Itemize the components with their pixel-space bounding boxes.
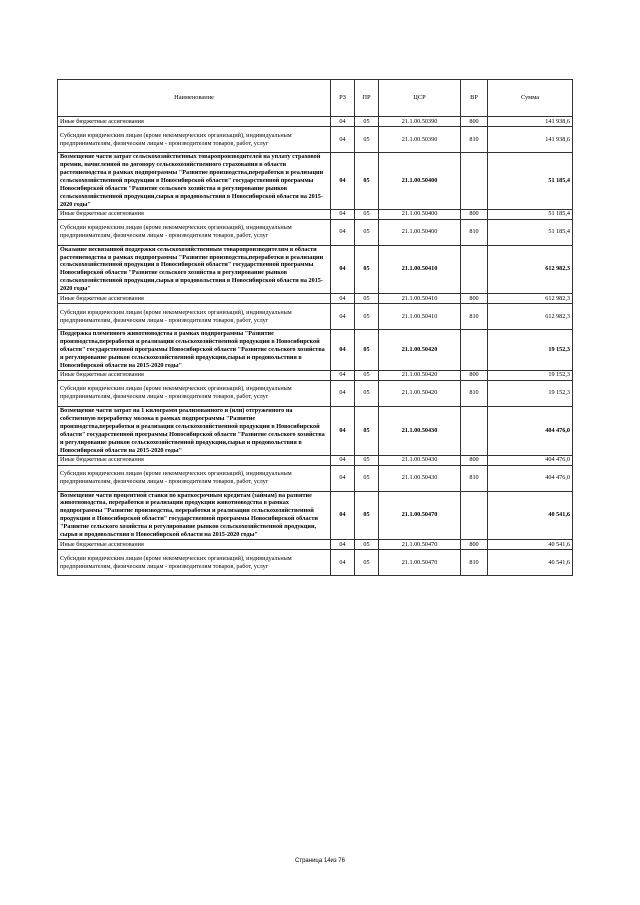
- cell-vr: [461, 406, 488, 455]
- header-pr: ПР: [355, 80, 379, 117]
- header-sum: Сумма: [488, 80, 573, 117]
- cell-pr: 05: [355, 370, 379, 380]
- cell-sum: 141 938,6: [488, 127, 573, 153]
- cell-csr: 21.1.00.50400: [379, 219, 461, 245]
- cell-name: Субсидии юридическим лицам (кроме некоммерческих организаций), индивидуальным предпринимателям, физическим лицам - производителям товаров, работ, услуг: [58, 550, 331, 576]
- table-row: [58, 406, 573, 455]
- table-header-row: [58, 80, 573, 117]
- cell-rz: 04: [331, 380, 355, 406]
- table-row: [58, 380, 573, 406]
- cell-sum: 612 982,3: [488, 304, 573, 330]
- cell-csr: 21.1.00.50430: [379, 406, 461, 455]
- cell-name: Возмещение части затрат на 1 килограмм реализованного и (или) отгруженного на собственную переработку молока в рамках подпрограммы "Развитие производства,переработки и реализации сельскохозяйственной продукции в Новосибирской области" государственной программы Новосибирской области "Развитие сельского хозяйства и регулирование рынков сельскохозяйственной продукции,сырья и продовольствия в Новосибирской области на 2015-2020 годы": [58, 406, 331, 455]
- cell-name: Иные бюджетные ассигнования: [58, 540, 331, 550]
- cell-name: Оказание несвязанной поддержки сельскохозяйственным товаропроизводителям в области растениеводства в рамках подпрограммы "Развитие производства,переработки и реализации сельскохозяйственной продукции в Новосибирской области" государственной программы Новосибирской области "Развитие сельского хозяйства и регулирование рынков сельскохозяйственной продукции,сырья и продовольствия в Новосибирской области на 2015-2020 годы": [58, 245, 331, 294]
- cell-sum: 141 938,6: [488, 117, 573, 127]
- cell-rz: 04: [331, 330, 355, 371]
- cell-name: Субсидии юридическим лицам (кроме некоммерческих организаций), индивидуальным предпринимателям, физическим лицам - производителям товаров, работ, услуг: [58, 465, 331, 491]
- cell-sum: 19 152,3: [488, 370, 573, 380]
- cell-name: Иные бюджетные ассигнования: [58, 294, 331, 304]
- table-row: [58, 117, 573, 127]
- cell-pr: 05: [355, 209, 379, 219]
- cell-pr: 05: [355, 330, 379, 371]
- cell-name: Возмещение части затрат сельскохозяйственных товаропроизводителей на уплату страховой премии, начисленной по договору сельскохозяйственного страхования в области растениеводства в рамках подпрограммы "Развитие производства,переработки и реализации сельскохозяйственной продукции в Новосибирской области" государственной программы Новосибирской области "Развитие сельского хозяйства и регулирование рынков сельскохозяйственной продукции,сырья и продовольствия в Новосибирской области на 2015-2020 годы": [58, 153, 331, 210]
- cell-name: Субсидии юридическим лицам (кроме некоммерческих организаций), индивидуальным предпринимателям, физическим лицам - производителям товаров, работ, услуг: [58, 219, 331, 245]
- header-name: Наименование: [58, 80, 331, 117]
- cell-pr: 05: [355, 245, 379, 294]
- cell-pr: 05: [355, 455, 379, 465]
- cell-name: Субсидии юридическим лицам (кроме некоммерческих организаций), индивидуальным предпринимателям, физическим лицам - производителям товаров, работ, услуг: [58, 380, 331, 406]
- cell-sum: 40 541,6: [488, 550, 573, 576]
- table-body: [58, 117, 573, 576]
- cell-vr: 810: [461, 550, 488, 576]
- cell-sum: 404 476,0: [488, 406, 573, 455]
- cell-csr: 21.1.00.50410: [379, 304, 461, 330]
- header-rz: РЗ: [331, 80, 355, 117]
- cell-csr: 21.1.00.50410: [379, 294, 461, 304]
- table-row: [58, 550, 573, 576]
- table-row: [58, 245, 573, 294]
- cell-rz: 04: [331, 127, 355, 153]
- cell-rz: 04: [331, 219, 355, 245]
- cell-pr: 05: [355, 406, 379, 455]
- cell-vr: 810: [461, 127, 488, 153]
- table-row: [58, 491, 573, 540]
- cell-csr: 21.1.00.50390: [379, 127, 461, 153]
- cell-pr: 05: [355, 465, 379, 491]
- header-csr: ЦСР: [379, 80, 461, 117]
- cell-rz: 04: [331, 540, 355, 550]
- table-row: [58, 330, 573, 371]
- cell-name: Поддержка племенного животноводства в рамках подпрограммы "Развитие производства,переработки и реализации сельскохозяйственной продукции в Новосибирской области" государственной программы Новосибирской области "Развитие сельского хозяйства и регулирование рынков сельскохозяйственной продукции,сырья и продовольствия в Новосибирской области на 2015-2020 годы": [58, 330, 331, 371]
- cell-rz: 04: [331, 209, 355, 219]
- table-row: [58, 304, 573, 330]
- cell-vr: 810: [461, 304, 488, 330]
- cell-vr: 810: [461, 380, 488, 406]
- cell-rz: 04: [331, 491, 355, 540]
- cell-csr: 21.1.00.50420: [379, 330, 461, 371]
- cell-sum: 19 152,3: [488, 330, 573, 371]
- cell-rz: 04: [331, 304, 355, 330]
- cell-rz: 04: [331, 370, 355, 380]
- cell-csr: 21.1.00.50410: [379, 245, 461, 294]
- cell-csr: 21.1.00.50420: [379, 380, 461, 406]
- cell-sum: 51 185,4: [488, 153, 573, 210]
- table-row: [58, 465, 573, 491]
- cell-name: Возмещение части процентной ставки по краткосрочным кредитам (займам) на развитие животноводства, переработки и реализации продукции животноводства в рамках подпрограммы "Развитие производства, переработки и реализации сельскохозяйственной продукции в Новосибирской области" государственной программы Новосибирской области "Развитие сельского хозяйства и регулирование рынков сельскохозяйственной продукции, сырья и продовольствия в Новосибирской области на 2015-2020 годы": [58, 491, 331, 540]
- cell-name: Иные бюджетные ассигнования: [58, 209, 331, 219]
- cell-rz: 04: [331, 550, 355, 576]
- cell-vr: 800: [461, 209, 488, 219]
- cell-name: Субсидии юридическим лицам (кроме некоммерческих организаций), индивидуальным предпринимателям, физическим лицам - производителям товаров, работ, услуг: [58, 127, 331, 153]
- cell-vr: 800: [461, 370, 488, 380]
- cell-pr: 05: [355, 117, 379, 127]
- table-row: [58, 294, 573, 304]
- cell-pr: 05: [355, 540, 379, 550]
- cell-pr: 05: [355, 294, 379, 304]
- cell-csr: 21.1.00.50390: [379, 117, 461, 127]
- cell-name: Иные бюджетные ассигнования: [58, 117, 331, 127]
- table-row: [58, 540, 573, 550]
- cell-name: Субсидии юридическим лицам (кроме некоммерческих организаций), индивидуальным предпринимателям, физическим лицам - производителям товаров, работ, услуг: [58, 304, 331, 330]
- cell-vr: 810: [461, 219, 488, 245]
- cell-sum: 40 541,6: [488, 491, 573, 540]
- cell-pr: 05: [355, 153, 379, 210]
- cell-csr: 21.1.00.50430: [379, 455, 461, 465]
- cell-csr: 21.1.00.50430: [379, 465, 461, 491]
- cell-sum: 19 152,3: [488, 380, 573, 406]
- table-row: [58, 370, 573, 380]
- cell-csr: 21.1.00.50420: [379, 370, 461, 380]
- table-row: [58, 219, 573, 245]
- budget-table: [57, 79, 573, 576]
- cell-rz: 04: [331, 245, 355, 294]
- cell-csr: 21.1.00.50470: [379, 491, 461, 540]
- cell-csr: 21.1.00.50400: [379, 153, 461, 210]
- cell-pr: 05: [355, 491, 379, 540]
- cell-vr: 800: [461, 294, 488, 304]
- table-row: [58, 455, 573, 465]
- page-number: Страница 14из 76: [295, 858, 345, 864]
- cell-rz: 04: [331, 117, 355, 127]
- cell-csr: 21.1.00.50400: [379, 209, 461, 219]
- cell-vr: 810: [461, 465, 488, 491]
- cell-name: Иные бюджетные ассигнования: [58, 370, 331, 380]
- cell-vr: [461, 491, 488, 540]
- cell-vr: [461, 153, 488, 210]
- cell-rz: 04: [331, 465, 355, 491]
- cell-rz: 04: [331, 294, 355, 304]
- cell-rz: 04: [331, 153, 355, 210]
- cell-vr: [461, 330, 488, 371]
- cell-sum: 51 185,4: [488, 209, 573, 219]
- cell-csr: 21.1.00.50470: [379, 540, 461, 550]
- cell-pr: 05: [355, 550, 379, 576]
- cell-sum: 404 476,0: [488, 465, 573, 491]
- table-row: [58, 209, 573, 219]
- cell-vr: [461, 245, 488, 294]
- cell-vr: 800: [461, 455, 488, 465]
- header-vr: ВР: [461, 80, 488, 117]
- cell-rz: 04: [331, 406, 355, 455]
- table-row: [58, 153, 573, 210]
- cell-vr: 800: [461, 117, 488, 127]
- cell-sum: 40 541,6: [488, 540, 573, 550]
- cell-pr: 05: [355, 380, 379, 406]
- cell-vr: 800: [461, 540, 488, 550]
- cell-pr: 05: [355, 127, 379, 153]
- cell-sum: 612 982,3: [488, 294, 573, 304]
- cell-pr: 05: [355, 219, 379, 245]
- cell-sum: 404 476,0: [488, 455, 573, 465]
- table-row: [58, 127, 573, 153]
- cell-csr: 21.1.00.50470: [379, 550, 461, 576]
- cell-sum: 51 185,4: [488, 219, 573, 245]
- cell-pr: 05: [355, 304, 379, 330]
- cell-rz: 04: [331, 455, 355, 465]
- cell-sum: 612 982,3: [488, 245, 573, 294]
- cell-name: Иные бюджетные ассигнования: [58, 455, 331, 465]
